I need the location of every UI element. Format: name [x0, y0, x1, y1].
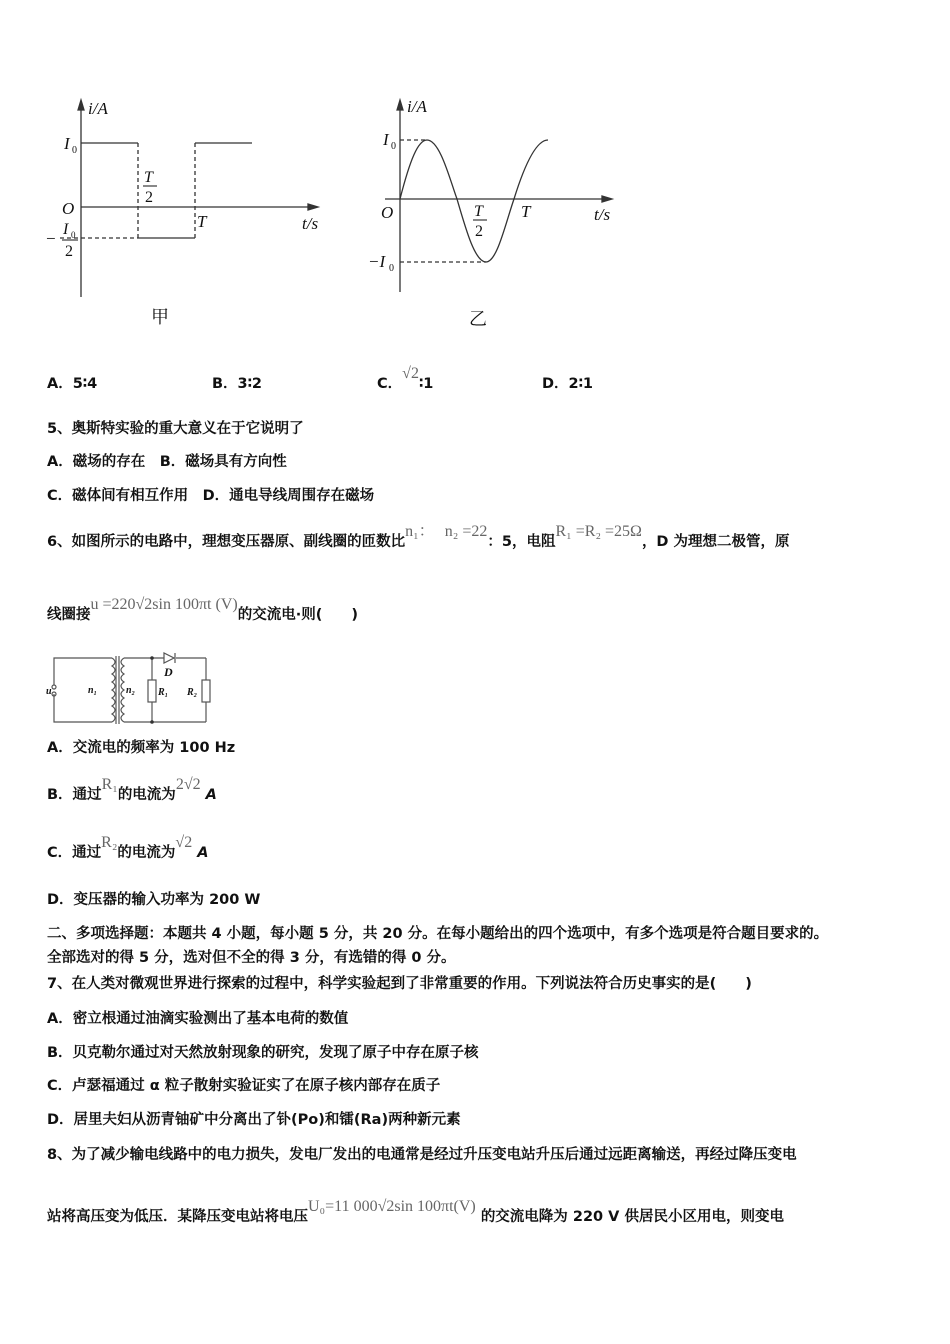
q8-stem-line1: 8、为了减少输电线路中的电力损失，发电厂发出的电通常是经过升压变电站升压后通过远距离输送，再经过降压变电 [47, 1147, 797, 1163]
t-label: T [521, 202, 531, 221]
formula: n₂ =22 [444, 523, 488, 540]
q4-option-c[interactable] [377, 365, 434, 393]
x-axis-label: t/s [302, 214, 319, 233]
label-u: u [46, 686, 52, 697]
q4-option-a[interactable]: A．5∶4 [47, 376, 98, 392]
neg-half-sub: 0 [71, 230, 76, 240]
y-axis-label: i/A [407, 97, 427, 116]
figure-jia-square-wave [0, 0, 340, 340]
i0-label: I [383, 130, 389, 149]
q5-options-cd[interactable]: C．磁体间有相互作用 D．通电导线周围存在磁场 [47, 488, 375, 504]
q7-option-d[interactable]: D．居里夫妇从沥青铀矿中分离出了钋(Po)和镭(Ra)两种新元素 [47, 1112, 461, 1128]
option-tail: ∶1 [418, 376, 434, 392]
q7-stem: 7、在人类对微观世界进行探索的过程中，科学实验起到了非常重要的作用。下列说法符合历史事实的是( ) [47, 976, 752, 992]
formula: R₁ =R₂ =25Ω [555, 523, 642, 540]
formula: U₀=11 000√2sin 100πt(V) [308, 1198, 476, 1215]
q6-stem-line2: 线圈接u =220√2sin 100πt (V)的交流电·则( ) [47, 596, 358, 623]
half-t-denom: 2 [145, 189, 153, 206]
q6-stem-line1: 6、如图所示的电路中，理想变压器原、副线圈的匝数比n₁： n₂ =22：5，电阻R₁ =R₂ =25Ω，D 为理想二极管，原 [47, 523, 790, 550]
label-n1: n₁ [88, 685, 98, 696]
i0-sub: 0 [391, 141, 396, 152]
label-r2: R₂ [187, 687, 198, 698]
formula: √2 [402, 365, 419, 382]
i0-sub: 0 [72, 145, 77, 156]
figure-yi-sine-wave [340, 0, 640, 340]
q6-option-c[interactable]: C．通过R₂的电流为√2 A [47, 834, 209, 861]
q7-option-b[interactable]: B．贝克勒尔通过对天然放射现象的研究，发现了原子中存在原子核 [47, 1045, 479, 1061]
neg-sign: − [46, 229, 56, 248]
neg-half-denom: 2 [65, 243, 73, 260]
half-t-label: T [144, 169, 153, 186]
neg-half-i0: I [63, 221, 69, 238]
half-t-label: T [474, 203, 483, 220]
neg-i0-sub: 0 [389, 263, 394, 274]
q6-option-a[interactable]: A．交流电的频率为 100 Hz [47, 740, 236, 756]
figure-caption-jia: 甲 [151, 307, 169, 327]
option-letter: C． [377, 376, 403, 392]
q4-option-d[interactable]: D．2∶1 [542, 376, 593, 392]
origin-label: O [381, 203, 394, 222]
q6-option-b[interactable]: B．通过R₁的电流为2√2 A [47, 776, 217, 803]
q8-stem-line2: 站将高压变为低压．某降压变电站将电压U₀=11 000√2sin 100πt(V) 的交流电降为 220 V 供居民小区用电，则变电 [47, 1198, 784, 1225]
origin-label: O [62, 199, 75, 218]
figure-caption-yi: 乙 [469, 309, 487, 329]
formula: u =220√2sin 100πt (V) [90, 596, 238, 613]
section2-scoring: 全部选对的得 5 分，选对但不全的得 3 分，有选错的得 0 分。 [47, 950, 456, 966]
half-t-denom: 2 [475, 223, 483, 240]
label-d: D [164, 665, 173, 679]
neg-i0-label: −I [368, 252, 386, 271]
q7-option-a[interactable]: A．密立根通过油滴实验测出了基本电荷的数值 [47, 1011, 349, 1027]
formula: √2 [175, 834, 193, 851]
x-axis-label: t/s [594, 205, 611, 224]
q7-option-c[interactable]: C．卢瑟福通过 α 粒子散射实验证实了在原子核内部存在质子 [47, 1078, 441, 1094]
q6-circuit-diagram [44, 652, 214, 727]
y-axis-label: i/A [88, 99, 108, 118]
q4-option-b[interactable]: B．3∶2 [212, 376, 262, 392]
q5-options-ab[interactable]: A．磁场的存在 B．磁场具有方向性 [47, 454, 287, 470]
i0-label: I [64, 134, 70, 153]
formula: n₁： [405, 523, 435, 540]
formula: 2√2 [175, 776, 201, 793]
t-label: T [197, 212, 207, 231]
formula: R₁ [101, 776, 118, 793]
label-n2: n₂ [126, 685, 136, 696]
q5-stem: 5、奥斯特实验的重大意义在于它说明了 [47, 421, 304, 437]
label-r1: R₁ [158, 687, 169, 698]
formula: R₂ [101, 834, 118, 851]
q6-option-d[interactable]: D．变压器的输入功率为 200 W [47, 892, 261, 908]
section2-heading: 二、多项选择题：本题共 4 小题，每小题 5 分，共 20 分。在每小题给出的四个选项中，有多个选项是符合题目要求的。 [47, 926, 829, 942]
